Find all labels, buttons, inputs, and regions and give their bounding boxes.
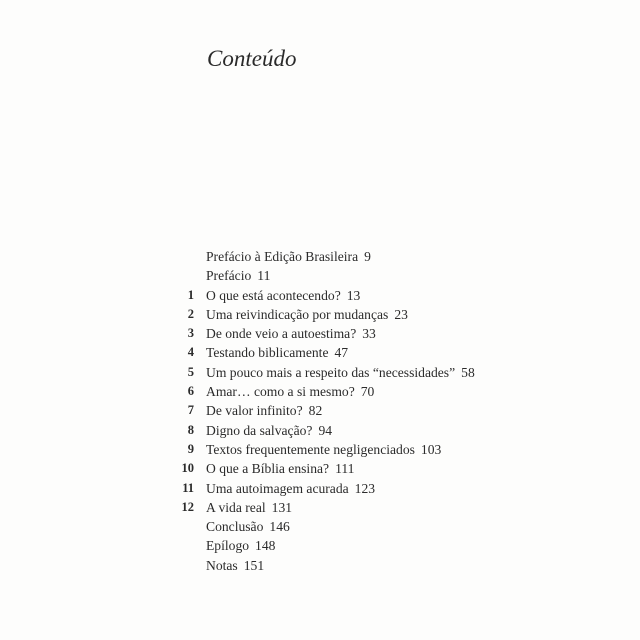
toc-entry [160,343,475,362]
chapter-number: 1 [187,287,194,302]
chapter-number: 12 [181,499,194,514]
toc-entry [160,479,475,498]
page-number: 33 [362,326,376,342]
toc-entry [160,440,475,459]
toc-entry [160,498,475,517]
page-number: 146 [269,519,290,535]
toc-entry [160,266,475,285]
entry-title: Testando biblicamente [206,345,329,361]
page-number: 9 [364,249,371,264]
entry-title: Notas [206,557,238,573]
chapter-number: 9 [187,441,194,456]
chapter-number: 6 [187,384,194,399]
toc-entry [160,401,475,420]
page-number: 58 [461,364,475,380]
chapter-number [160,556,206,575]
entry-title: Epílogo [206,538,250,554]
toc-entry [160,305,475,324]
page-number: 151 [243,557,265,573]
entry-title: O que a Bíblia ensina? [206,461,330,477]
chapter-number: 10 [181,461,194,476]
toc-entry [160,556,475,575]
page-number: 131 [271,499,293,515]
chapter-number: 5 [187,364,194,379]
entry-title: Uma autoimagem acurada [206,480,349,496]
toc-entry [160,421,475,440]
toc-entry [160,286,475,305]
entry-title: Digno da salvação? [206,422,313,438]
page-number: 94 [318,422,333,438]
page-number: 148 [255,538,276,554]
page-number: 13 [346,287,361,303]
entry-title: Prefácio [206,268,252,284]
toc-entry [160,517,475,536]
entry-title: Prefácio à Edição Brasileira [206,249,359,264]
page-number: 103 [420,441,442,457]
page-number: 82 [308,403,323,419]
page-number: 111 [335,461,355,477]
chapter-number: 3 [187,326,194,341]
chapter-number: 2 [187,306,194,321]
chapter-number: 8 [187,422,194,437]
page-title: Conteúdo [207,46,297,71]
toc-entry [160,247,475,266]
page-number: 47 [334,345,349,361]
entry-title: Textos frequentemente negligenciados [206,441,415,457]
chapter-number [160,247,206,266]
chapter-number: 7 [187,403,194,418]
chapter-number [160,517,206,536]
page-number: 23 [394,306,408,322]
toc-entry [160,459,475,478]
entry-title: Amar… como a si mesmo? [206,384,355,400]
entry-title: O que está acontecendo? [206,287,341,303]
entry-title: De onde veio a autoestima? [206,326,357,342]
entry-title: De valor infinito? [206,403,303,419]
entry-title: Conclusão [206,519,264,535]
chapter-number [160,536,206,555]
toc-entry [160,382,475,401]
entry-title: Uma reivindicação por mudanças [206,306,389,322]
page-number: 123 [354,480,376,496]
entry-title: Um pouco mais a respeito das “necessidades” [206,364,456,380]
toc-entry [160,536,475,555]
page-number: 70 [360,384,375,400]
toc-entry [160,363,475,382]
chapter-number [160,266,206,285]
chapter-number: 11 [182,480,194,495]
table-of-contents [160,247,475,575]
toc-entry [160,324,475,343]
chapter-number: 4 [187,345,194,360]
entry-title: A vida real [206,499,266,515]
page-number: 11 [257,268,271,284]
